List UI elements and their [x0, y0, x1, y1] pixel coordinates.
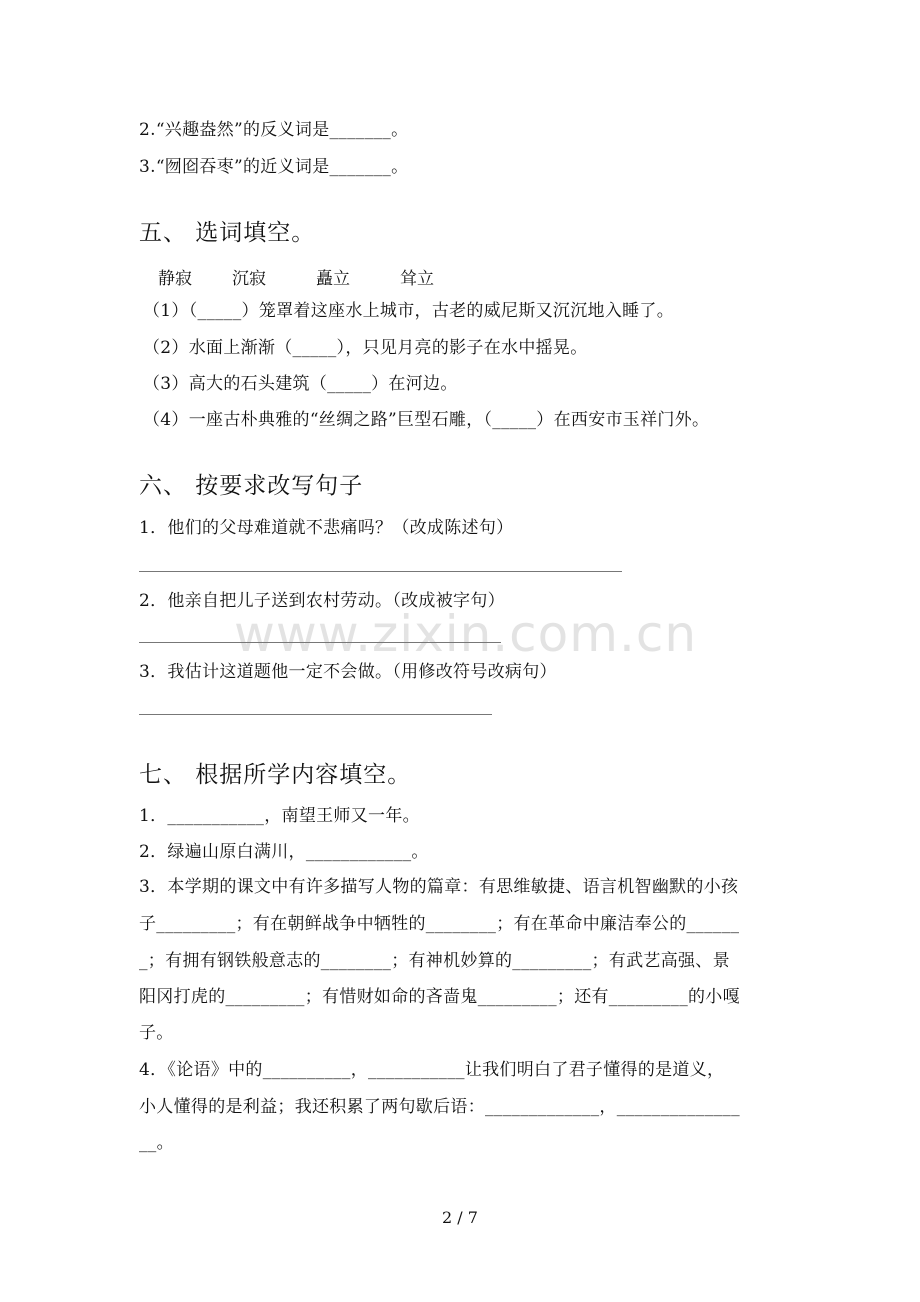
word-option: 静寂 [158, 269, 192, 289]
text-line: 子。 [139, 1023, 174, 1043]
text-line: 3．本学期的课文中有许多描写人物的篇章：有思维敏捷、语言机智幽默的小孩 [139, 877, 739, 897]
fill-blank-item: （4）一座古朴典雅的“丝绸之路”巨型石雕，（_____）在西安市玉祥门外。 [143, 410, 710, 430]
section-heading: 七、 根据所学内容填空。 [139, 762, 412, 788]
watermark: www.zixin.com.cn [234, 605, 698, 663]
text-line: 1．___________，南望王师又一年。 [139, 806, 420, 826]
rewrite-question: 2．他亲自把儿子送到农村劳动。（改成被字句） [139, 591, 505, 611]
text-line: 2．绿遍山原白满川，____________。 [139, 842, 429, 862]
section-heading: 六、 按要求改写句子 [139, 473, 364, 499]
word-option: 矗立 [316, 269, 350, 289]
word-option: 沉寂 [232, 269, 266, 289]
text-line: 4．《论语》中的__________，___________让我们明白了君子懂得的是道义， [139, 1060, 725, 1080]
text-line: _；有拥有钢铁般意志的________；有神机妙算的_________；有武艺高强、景 [139, 951, 730, 971]
word-bank [158, 264, 434, 289]
section-heading: 五、 选词填空。 [139, 220, 316, 246]
answer-line [139, 714, 492, 715]
rewrite-question: 3．我估计这道题他一定不会做。（用修改符号改病句） [139, 662, 557, 682]
text-line: 小人懂得的是利益；我还积累了两句歇后语：_____________，______________ [139, 1097, 740, 1117]
text-line: 阳冈打虎的_________；有惜财如命的吝啬鬼_________；还有_________的小嘎 [139, 987, 740, 1007]
question-line: 2.“兴趣盎然”的反义词是_______。 [139, 120, 409, 140]
answer-line [139, 571, 622, 572]
question-line: 3.“囫囵吞枣”的近义词是_______。 [139, 157, 409, 177]
fill-blank-item: （2）水面上渐渐（_____），只见月亮的影子在水中摇晃。 [143, 338, 588, 358]
answer-line [139, 642, 501, 643]
text-line: __。 [139, 1133, 174, 1153]
text-line: 子_________；有在朝鲜战争中牺牲的________；有在革命中廉洁奉公的______ [139, 914, 740, 934]
page-number: 2 / 7 [442, 1208, 478, 1227]
word-option: 耸立 [400, 269, 434, 289]
fill-blank-item: （3）高大的石头建筑（_____）在河边。 [143, 374, 458, 394]
fill-blank-item: （1）（_____）笼罩着这座水上城市，古老的威尼斯又沉沉地入睡了。 [143, 301, 675, 321]
rewrite-question: 1．他们的父母难道就不悲痛吗？（改成陈述句） [139, 518, 514, 538]
